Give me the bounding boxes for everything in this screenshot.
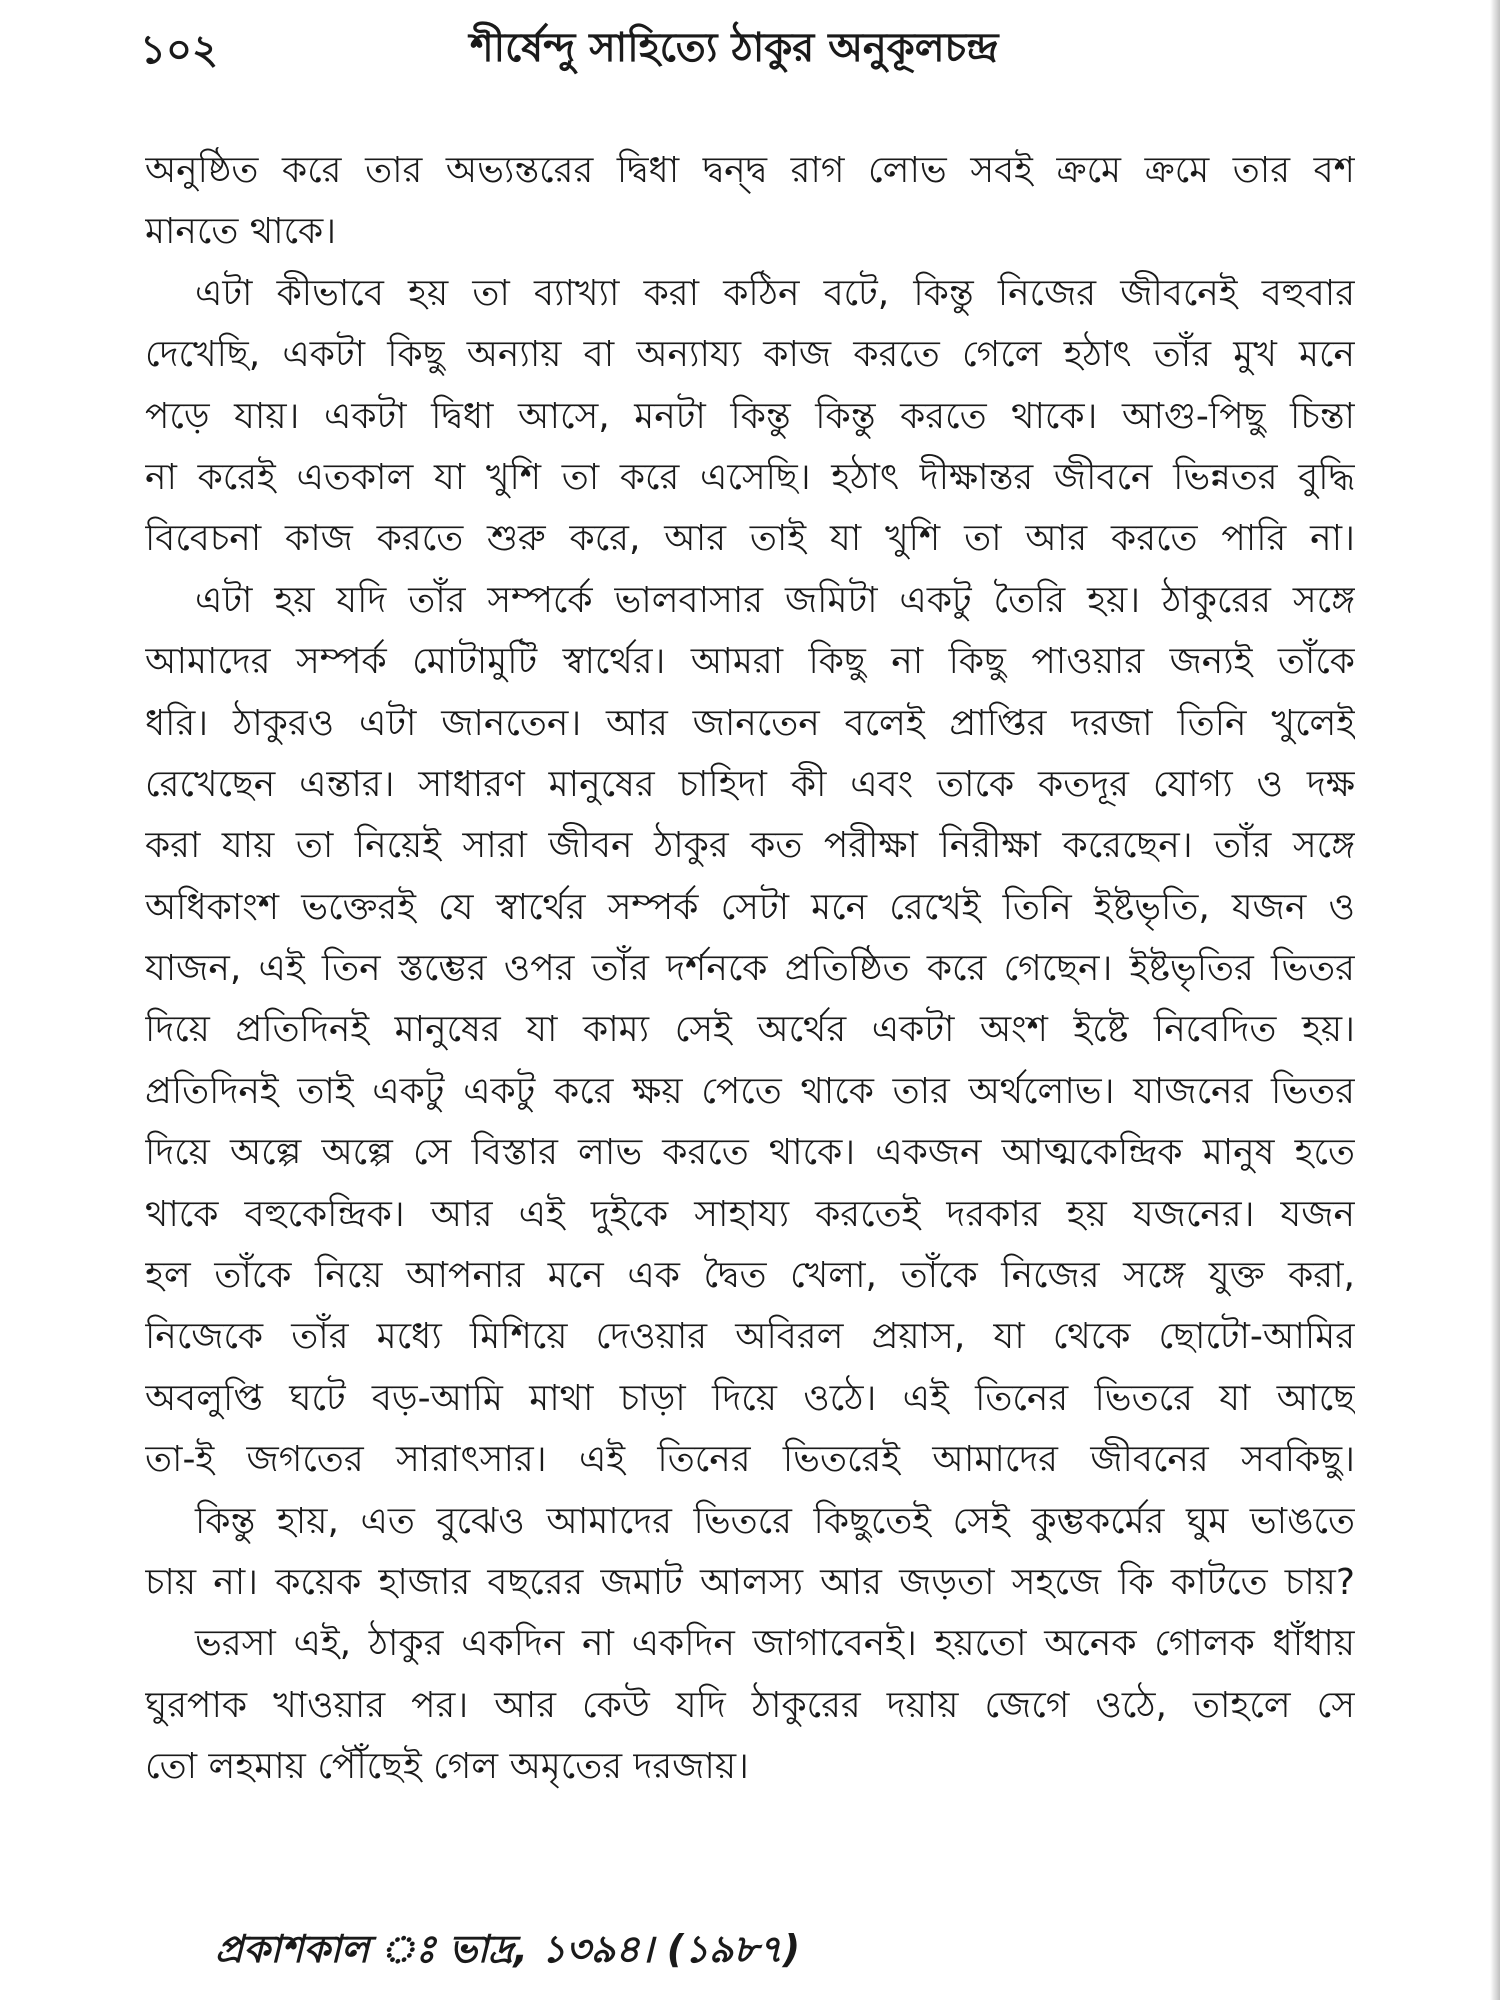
text-line: এটা হয় যদি তাঁর সম্পর্কে ভালবাসার জমিটা একটু তৈরি হয়। ঠাকুরের সঙ্গে bbox=[195, 579, 1355, 621]
running-header-title: শীর্ষেন্দু সাহিত্যে ঠাকুর অনুকূলচন্দ্র bbox=[470, 25, 999, 71]
text-line: থাকে বহুকেন্দ্রিক। আর এই দুইকে সাহায্য করতেই দরকার হয় যজনের। যজন bbox=[145, 1193, 1355, 1235]
text-line: ঘুরপাক খাওয়ার পর। আর কেউ যদি ঠাকুরের দয়ায় জেগে ওঠে, তাহলে সে bbox=[145, 1684, 1355, 1726]
body-text bbox=[145, 140, 1355, 1798]
text-line: তা-ই জগতের সারাৎসার। এই তিনের ভিতরেই আমাদের জীবনের সবকিছু। bbox=[145, 1439, 1355, 1481]
text-line: পড়ে যায়। একটা দ্বিধা আসে, মনটা কিন্তু কিন্তু করতে থাকে। আগু-পিছু চিন্তা bbox=[145, 395, 1355, 437]
text-line: দিয়ে অল্পে অল্পে সে বিস্তার লাভ করতে থাকে। একজন আত্মকেন্দ্রিক মানুষ হতে bbox=[145, 1132, 1355, 1174]
text-line: বিবেচনা কাজ করতে শুরু করে, আর তাই যা খুশি তা আর করতে পারি না। bbox=[145, 518, 1355, 560]
text-line: অবলুপ্তি ঘটে বড়-আমি মাথা চাড়া দিয়ে ওঠে। এই তিনের ভিতরে যা আছে bbox=[145, 1377, 1355, 1419]
text-line: যাজন, এই তিন স্তম্ভের ওপর তাঁর দর্শনকে প্রতিষ্ঠিত করে গেছেন। ইষ্টভৃতির ভিতর bbox=[145, 948, 1355, 990]
text-line: চায় না। কয়েক হাজার বছরের জমাট আলস্য আর জড়তা সহজে কি কাটতে চায়? bbox=[145, 1561, 1355, 1603]
text-line: না করেই এতকাল যা খুশি তা করে এসেছি। হঠাৎ দীক্ষান্তর জীবনে ভিন্নতর বুদ্ধি bbox=[145, 456, 1355, 498]
text-line: তো লহমায় পৌঁছেই গেল অমৃতের দরজায়। bbox=[145, 1746, 749, 1788]
page-number: ১০২ bbox=[140, 27, 218, 73]
text-line: আমাদের সম্পর্ক মোটামুটি স্বার্থের। আমরা কিছু না কিছু পাওয়ার জন্যই তাঁকে bbox=[145, 641, 1355, 683]
text-line: ভরসা এই, ঠাকুর একদিন না একদিন জাগাবেনই। হয়তো অনেক গোলক ধাঁধায় bbox=[195, 1623, 1355, 1665]
text-line: নিজেকে তাঁর মধ্যে মিশিয়ে দেওয়ার অবিরল প্রয়াস, যা থেকে ছোটো-আমির bbox=[145, 1316, 1355, 1358]
paragraph-3 bbox=[145, 570, 1355, 1491]
publication-note: প্রকাশকাল ঃ ভাদ্র, ১৩৯৪। (১৯৮৭) bbox=[215, 1927, 801, 1971]
text-line: রেখেছেন এন্তার। সাধারণ মানুষের চাহিদা কী এবং তাকে কতদূর যোগ্য ও দক্ষ bbox=[145, 763, 1355, 805]
text-line: ধরি। ঠাকুরও এটা জানতেন। আর জানতেন বলেই প্রাপ্তির দরজা তিনি খুলেই bbox=[145, 702, 1355, 744]
text-line: দিয়ে প্রতিদিনই মানুষের যা কাম্য সেই অর্থের একটা অংশ ইষ্টে নিবেদিত হয়। bbox=[145, 1009, 1355, 1051]
text-line: কিন্তু হায়, এত বুঝেও আমাদের ভিতরে কিছুতেই সেই কুম্ভকর্মের ঘুম ভাঙতে bbox=[195, 1500, 1355, 1542]
paragraph-5 bbox=[145, 1613, 1355, 1797]
text-line: অধিকাংশ ভক্তেরই যে স্বার্থের সম্পর্ক সেটা মনে রেখেই তিনি ইষ্টভৃতি, যজন ও bbox=[145, 886, 1355, 928]
text-line: হল তাঁকে নিয়ে আপনার মনে এক দ্বৈত খেলা, তাঁকে নিজের সঙ্গে যুক্ত করা, bbox=[145, 1255, 1355, 1297]
paragraph-1 bbox=[145, 140, 1355, 263]
paragraph-2 bbox=[145, 263, 1355, 570]
text-line: প্রতিদিনই তাই একটু একটু করে ক্ষয় পেতে থাকে তার অর্থলোভ। যাজনের ভিতর bbox=[145, 1070, 1355, 1112]
paragraph-4 bbox=[145, 1491, 1355, 1614]
text-line: মানতে থাকে। bbox=[145, 211, 337, 253]
text-line: অনুষ্ঠিত করে তার অভ্যন্তরের দ্বিধা দ্বন্দ্ব রাগ লোভ সবই ক্রমে ক্রমে তার বশ bbox=[145, 150, 1355, 191]
page-edge-shadow bbox=[1490, 0, 1500, 2000]
text-line: এটা কীভাবে হয় তা ব্যাখ্যা করা কঠিন বটে, কিন্তু নিজের জীবনেই বহুবার bbox=[195, 272, 1355, 314]
text-line: করা যায় তা নিয়েই সারা জীবন ঠাকুর কত পরীক্ষা নিরীক্ষা করেছেন। তাঁর সঙ্গে bbox=[145, 825, 1355, 867]
text-line: দেখেছি, একটা কিছু অন্যায় বা অন্যায্য কাজ করতে গেলে হঠাৎ তাঁর মুখ মনে bbox=[145, 334, 1355, 376]
